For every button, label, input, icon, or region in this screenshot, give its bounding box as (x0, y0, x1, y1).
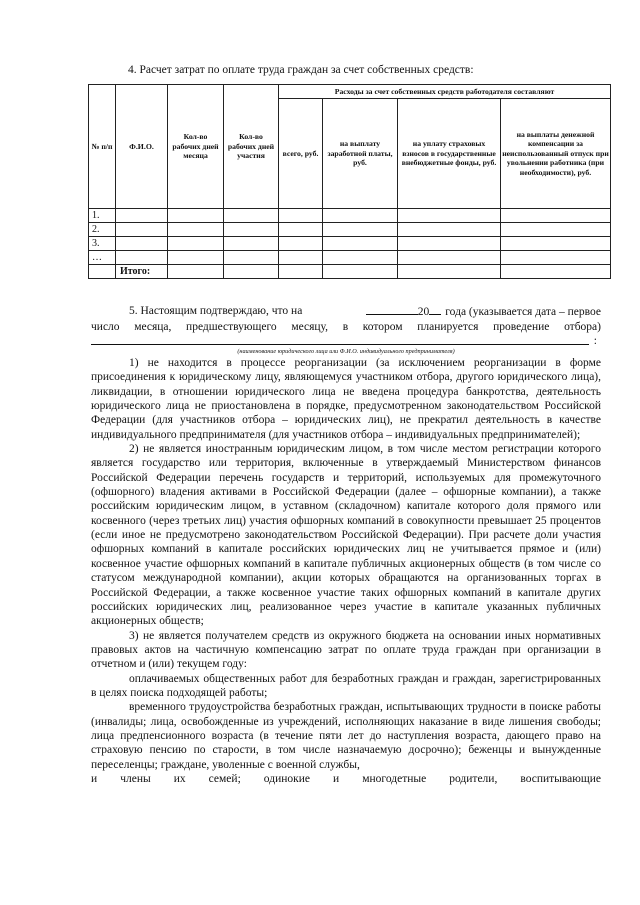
header-days-participation: Кол-во рабочих дней участия (224, 85, 279, 209)
table-row (89, 223, 611, 237)
header-salary: на выплату заработной платы, руб. (323, 99, 398, 209)
cell-days-participation (224, 237, 279, 251)
cell-fio (116, 251, 168, 265)
cell-fio (116, 209, 168, 223)
header-vacation: на выплаты денежной компенсации за неиспользованный отпуск при увольнении работника (при необходимости), руб. (501, 99, 611, 209)
cell-fio (116, 223, 168, 237)
cell-vacation (501, 223, 611, 237)
cell-days-participation (224, 265, 279, 279)
header-num: № п/п (89, 85, 116, 209)
cell-vacation (501, 265, 611, 279)
cell-salary (323, 209, 398, 223)
row-number: … (89, 251, 116, 265)
cell-insurance (398, 223, 501, 237)
condition-3-item-1: оплачиваемых общественных работ для безработных граждан и граждан, зарегистрированных в целях поиска подходящей работы; (91, 672, 601, 699)
row-number: 2. (89, 223, 116, 237)
condition-3: 3) не является получателем средств из окружного бюджета на основании иных нормативных правовых актов на частичную компенсацию затрат по оплате труда граждан при организации в отчетном и (или) текущем году: (91, 629, 601, 671)
cell-total (279, 251, 323, 265)
cell-total (279, 265, 323, 279)
cell-days-participation (224, 209, 279, 223)
condition-3-item-2-cont: и члены их семей; одинокие и многодетные родители, воспитывающие (91, 772, 601, 785)
cell-insurance (398, 209, 501, 223)
row-number: 3. (89, 237, 116, 251)
entity-name-rule (91, 344, 589, 345)
entity-name-fill-line: : (91, 334, 601, 348)
row-number: 1. (89, 209, 116, 223)
section-5 (91, 304, 601, 348)
cell-insurance (398, 265, 501, 279)
date-blank: 20 года (указывается дата – первое (366, 304, 601, 320)
section-5-line-2: число месяца, предшествующего месяцу, в котором планируется проведение отбора) (91, 320, 601, 333)
condition-2: 2) не является иностранным юридическим лицом, в том числе местом регистрации которого является государство или территория, включенные в утверждаемый Министерством финансов Российской Федерации перечень государств и территорий, используемых для промежуточного (офшорного) владения активами в Российской Федерации (далее – офшорные компании), а также российским юридическим лицом, в уставном (складочном) капитале которого доля прямого или косвенного (через третьих лиц) участия офшорных компаний в совокупности превышает 25 процентов (если иное не предусмотрено законодательством Российской Федерации). При расчете доли участия офшорных компаний в капитале российских юридических лиц не учитывается прямое и (или) косвенное участие офшорных компаний в капитале публичных акционерных обществ (в том числе со статусом международной компании), акции которых обращаются на организованных торгах в Российской Федерации, а также косвенное участие таких офшорных компаний в капитале других российских юридических лиц, реализованное через участие в капитале указанных публичных акционерных обществ; (91, 443, 601, 628)
table-row (89, 251, 611, 265)
cell-insurance (398, 251, 501, 265)
cell-salary (323, 265, 398, 279)
cell-vacation (501, 209, 611, 223)
condition-1: 1) не находится в процессе реорганизации (за исключением реорганизации в форме присоединения к юридическому лицу, являющемуся участником отбора, другого юридического лица), ликвидации, в отношении юридического лица не введена процедура банкротства, деятельность юридического лица не приостановлена в порядке, предусмотренном законодательством Российской Федерации (для участников отбора – юридических лиц), не прекратил деятельность в качестве индивидуального предпринимателя (для участников отбора – индивидуальных предпринимателей); (91, 357, 601, 441)
section-4-title: 4. Расчет затрат по оплате труда граждан за счет собственных средств: (128, 64, 474, 76)
cell-vacation (501, 251, 611, 265)
conditions-body (91, 356, 601, 786)
table-total-row (89, 265, 611, 279)
cell-days-month (168, 265, 224, 279)
header-days-month: Кол-во рабочих дней месяца (168, 85, 224, 209)
header-fio: Ф.И.О. (116, 85, 168, 209)
cell-vacation (501, 237, 611, 251)
cell-days-month (168, 251, 224, 265)
table-row (89, 209, 611, 223)
cell-days-participation (224, 251, 279, 265)
cell-insurance (398, 237, 501, 251)
cell-salary (323, 251, 398, 265)
cell-total (279, 223, 323, 237)
total-label: Итого: (116, 265, 168, 279)
cell-salary (323, 223, 398, 237)
cell-days-participation (224, 223, 279, 237)
entity-name-note: (наименование юридического лица или Ф.И.О. индивидуального предпринимателя) (237, 348, 455, 355)
cell-fio (116, 237, 168, 251)
cell-total (279, 237, 323, 251)
cell-days-month (168, 237, 224, 251)
date-year-blank (429, 304, 441, 315)
cell-salary (323, 237, 398, 251)
section-5-line-1: 5. Настоящим подтверждаю, что на 20 года (указывается дата – первое (129, 305, 601, 318)
condition-3-item-2: временного трудоустройства безработных граждан, испытывающих трудности в поиске работы (инвалиды; лица, освобожденные из учреждений, исполняющих наказание в виде лишения свободы; лица предпенсионного возраста (в течение пяти лет до наступления возраста, дающего право на страховую пенсию по старости, в том числе назначаемую досрочно); беженцы и вынужденные переселенцы; граждане, уволенные с военной службы, (91, 701, 601, 771)
cell-days-month (168, 209, 224, 223)
header-expenses-group: Расходы за счет собственных средств работодателя составляют (279, 85, 611, 99)
header-insurance: на уплату страховых взносов в государственные внебюджетные фонды, руб. (398, 99, 501, 209)
date-day-month-blank (366, 304, 418, 315)
cell-empty (89, 265, 116, 279)
cell-total (279, 209, 323, 223)
cell-days-month (168, 223, 224, 237)
table-row (89, 237, 611, 251)
header-total: всего, руб. (279, 99, 323, 209)
costs-table (88, 84, 611, 279)
